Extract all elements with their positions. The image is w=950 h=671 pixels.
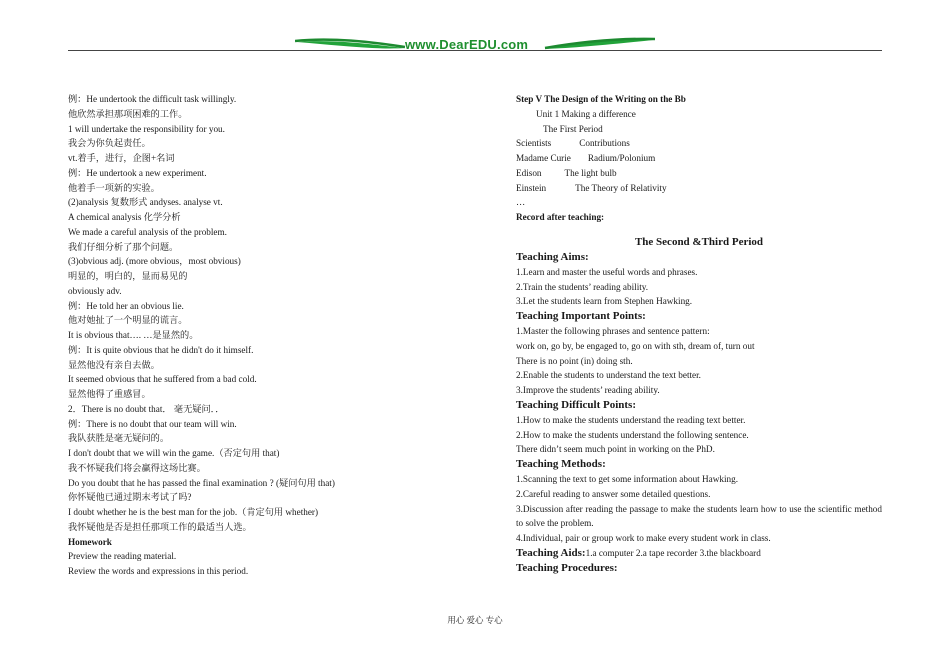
aids-line <box>516 546 882 561</box>
text-line: vt.着手，进行，企图+名词 <box>68 153 175 163</box>
text-line: 我不怀疑我们将会赢得这场比赛。 <box>68 462 206 473</box>
text-line: A chemical analysis 化学分析 <box>68 212 181 222</box>
text-line: 例：It is quite obvious that he didn't do it himself. <box>68 344 254 355</box>
record-heading: Record after teaching: <box>516 212 605 222</box>
board-cell-right: Radium/Polonium <box>587 153 656 163</box>
page-footer: 用心 爱心 专心 <box>447 615 503 625</box>
board-cell-right: The light bulb <box>564 167 617 178</box>
text-line: It seemed obvious that he suffered from a bad cold. <box>68 374 257 385</box>
step-heading: Step V The Design of the Writing on the Bb <box>516 94 686 104</box>
text-line: 例：There is no doubt that our team will win. <box>68 418 237 429</box>
board-cell-right: The Theory of Relativity <box>575 182 667 193</box>
right-column <box>516 92 882 576</box>
text-line: 例：He undertook the difficult task willingly. <box>68 94 237 104</box>
important-item: 3.Improve the students’ reading ability. <box>516 385 660 395</box>
text-line: 我们仔细分析了那个问题。 <box>68 241 179 252</box>
text-line: We made a careful analysis of the problem. <box>68 226 227 237</box>
board-cell-right: Contributions <box>579 138 630 149</box>
aims-item: 2.Train the students’ reading ability. <box>516 281 649 292</box>
important-points-heading: Teaching Important Points: <box>516 310 646 322</box>
board-table-row <box>516 151 882 166</box>
important-item: work on, go by, be engaged to, go on with sth, dream of, turn out <box>516 340 755 351</box>
aids-text: 1.a computer 2.a tape recorder 3.the blackboard <box>585 547 761 558</box>
board-cell-left: Madame Curie <box>516 153 571 163</box>
methods-item: 4.Individual, pair or group work to make every student work in class. <box>516 533 771 543</box>
text-line: obviously adv. <box>68 285 122 296</box>
text-line: (2)analysis 复数形式 andyses. analyse vt. <box>68 197 223 208</box>
difficult-points-heading: Teaching Difficult Points: <box>516 398 636 411</box>
text-line: I doubt whether he is the best man for the job.（肯定句用 whether) <box>68 507 319 517</box>
board-cell-left: Einstein <box>516 182 547 193</box>
aims-item: 3.Let the students learn from Stephen Hawking. <box>516 296 693 307</box>
methods-item: 3.Discussion after reading the passage to make the students learn how to use the scientific method to solve the problem. <box>516 503 882 529</box>
text-line: 2．There is no doubt that． 毫无疑问．． <box>68 403 225 414</box>
text-line: Do you doubt that he has passed the final examination ? (疑问句用 that) <box>68 477 335 488</box>
text-line: 他着手一项新的实验。 <box>68 182 160 193</box>
board-cell-left: Scientists <box>516 138 552 149</box>
important-item: 1.Master the following phrases and sentence pattern: <box>516 326 710 336</box>
aims-heading: Teaching Aims: <box>516 250 589 263</box>
procedures-heading: Teaching Procedures: <box>516 561 618 574</box>
text-line: (3)obvious adj. (more obvious，most obvious) <box>68 256 241 267</box>
text-line: 我怀疑他是否是担任那项工作的最适当人选。 <box>68 521 252 532</box>
left-column <box>68 92 468 579</box>
board-table-row <box>516 181 882 196</box>
text-line: It is obvious that…. …是显然的。 <box>68 330 199 340</box>
homework-item: Preview the reading material. <box>68 551 177 562</box>
methods-item: 2.Careful reading to answer some detailed questions. <box>516 488 711 499</box>
important-item: There is no point (in) doing sth. <box>516 355 633 366</box>
difficult-item: 2.How to make the students understand the following sentence. <box>516 429 749 440</box>
aids-heading: Teaching Aids: <box>516 546 586 559</box>
text-line: 1 will undertake the responsibility for you. <box>68 123 225 134</box>
homework-heading: Homework <box>68 536 112 547</box>
board-cell-left: Edison <box>516 167 542 178</box>
section-title: The Second &Third Period <box>634 235 764 248</box>
homework-item: Review the words and expressions in this period. <box>68 566 249 576</box>
text-line: 明显的，明白的，显而易见的 <box>68 271 188 281</box>
important-item: 2.Enable the students to understand the text better. <box>516 370 701 381</box>
text-line: 例：He told her an obvious lie. <box>68 300 184 311</box>
text-line: 他欣然承担那项困难的工作。 <box>68 108 188 119</box>
logo-text: www.DearEDU.com <box>405 37 529 52</box>
text-line: 他对她扯了一个明显的谎言。 <box>68 315 188 326</box>
ellipsis: … <box>516 197 526 208</box>
difficult-item: 1.How to make the students understand the reading text better. <box>516 414 746 425</box>
text-line: 我会为你负起责任。 <box>68 138 151 149</box>
text-line: 显然他得了重感冒。 <box>68 389 151 399</box>
methods-heading: Teaching Methods: <box>516 458 606 470</box>
text-line: 我队获胜是毫无疑问的。 <box>68 433 170 444</box>
methods-item: 1.Scanning the text to get some information about Hawking. <box>516 474 738 484</box>
text-line: 显然他没有亲自去做。 <box>68 359 160 370</box>
difficult-item: There didn’t seem much point in working on the PhD. <box>516 444 715 455</box>
text-line: I don't doubt that we will win the game.（否定句用 that) <box>68 448 280 458</box>
site-logo <box>295 36 655 58</box>
board-table-row <box>516 166 882 181</box>
text-line: 例：He undertook a new experiment. <box>68 167 207 178</box>
board-table-row <box>516 136 882 151</box>
period-line: The First Period <box>543 123 603 134</box>
unit-line: Unit 1 Making a difference <box>536 108 636 119</box>
aims-item: 1.Learn and master the useful words and phrases. <box>516 266 698 277</box>
text-line: 你怀疑他已通过期末考试了吗? <box>68 492 192 503</box>
